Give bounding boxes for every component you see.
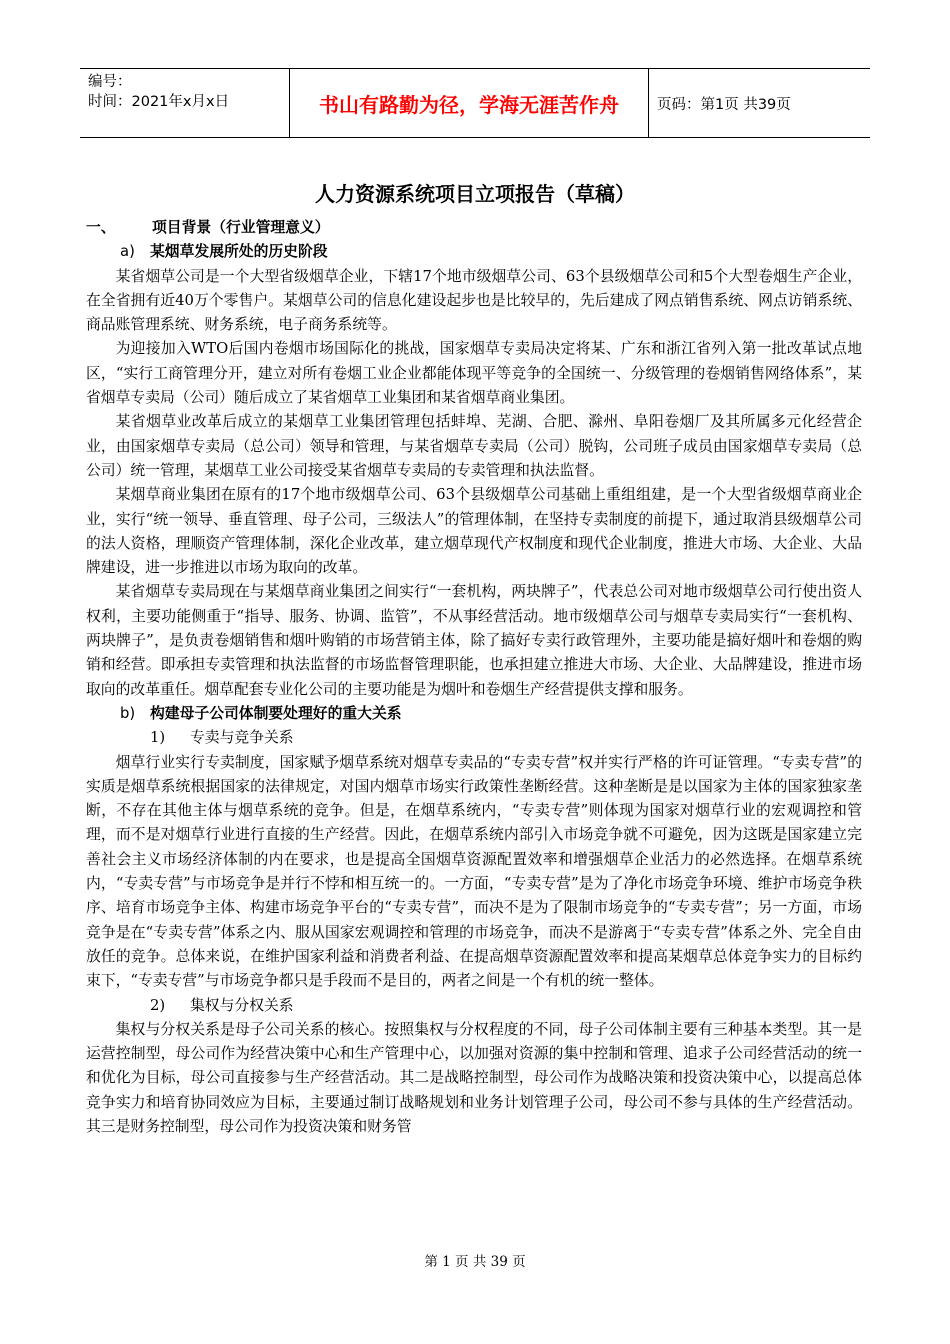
header-page-label: 页码：第1页 共39页 [657,96,791,113]
page-header [80,68,870,138]
page-footer: 第 1 页 共 39 页 [424,1254,526,1270]
header-motto: 书山有路勤为径，学海无涯苦作舟 [290,69,649,137]
header-meta [80,69,290,137]
paragraph: 某省烟草专卖局现在与某烟草商业集团之间实行“一套机构，两块牌子”，代表总公司对地市级烟草公司行使出资人权利，主要功能侧重于“指导、服务、协调、监管”，不从事经营活动。地市级烟草公司与烟草专卖局实行“一套机构、两块牌子”，是负责卷烟销售和烟叶购销的市场营销主体，除了搞好专卖行政管理外，主要功能是搞好烟叶和卷烟的购销和经营。即承担专卖管理和执法监督的市场监督管理职能，也承担建立推进大市场、大企业、大品牌建设，推进市场取向的改革重任。烟草配套专业化公司的主要功能是为烟叶和卷烟生产经营提供支撑和服务。 [86,583,862,698]
paragraph: 某省烟草业改革后成立的某烟草工业集团管理包括蚌埠、芜湖、合肥、滁州、阜阳卷烟厂及其所属多元化经营企业，由国家烟草专卖局（总公司）领导和管理，与某省烟草专卖局（公司）脱钩，公司班子成员由国家烟草专卖局（总公司）统一管理，某烟草工业公司接受某省烟草专卖局的专卖管理和执法监督。 [86,413,862,479]
subsection-heading-a [86,240,862,264]
subsection-number: a) [120,243,135,261]
item-number: 2) [150,996,166,1014]
paragraph: 某烟草商业集团在原有的17个地市级烟草公司、63个县级烟草公司基础上重组组建，是一个大型省级烟草商业企业，实行“统一领导、垂直管理、母子公司，三级法人”的管理体制，在坚持专卖制度的前提下，通过取消县级烟草公司的法人资格，理顺资产管理体制，深化企业改革，建立烟草现代产权制度和现代企业制度，推进大市场、大企业、大品牌建设，进一步推进以市场为取向的改革。 [86,486,862,577]
document-body [86,216,862,1139]
subsection-title: 某烟草发展所处的历史阶段 [150,243,328,261]
paragraph: 集权与分权关系是母子公司关系的核心。按照集权与分权程度的不同，母子公司体制主要有三种基本类型。其一是运营控制型，母公司作为经营决策中心和生产管理中心，以加强对资源的集中控制和管理、追求子公司经营活动的统一和优化为目标，母公司直接参与生产经营活动。其二是战略控制型，母公司作为战略决策和投资决策中心，以提高总体竞争实力和培育协同效应为目标，主要通过制订战略规划和业务计划管理子公司，母公司不参与具体的生产经营活动。其三是财务控制型，母公司作为投资决策和财务管 [86,1020,862,1135]
item-title: 集权与分权关系 [190,996,294,1014]
subsection-title: 构建母子公司体制要处理好的重大关系 [150,704,402,722]
item-title: 专卖与竞争关系 [190,729,294,747]
paragraph: 某省烟草公司是一个大型省级烟草企业，下辖17个地市级烟草公司、63个县级烟草公司和5个大型卷烟生产企业，在全省拥有近40万个零售户。某烟草公司的信息化建设起步也是比较早的，先后建成了网点销售系统、网点访销系统、商品账管理系统、财务系统，电子商务系统等。 [86,267,862,334]
subsection-heading-b [86,702,862,726]
paragraph: 烟草行业实行专卖制度，国家赋予烟草系统对烟草专卖品的“专卖专营”权并实行严格的许可证管理。“专卖专营”的实质是烟草系统根据国家的法律规定，对国内烟草市场实行政策性垄断经营。这种垄断是是以国家为主体的国家独家垄断，不存在其他主体与烟草系统的竞争。但是，在烟草系统内，“专卖专营”则体现为国家对烟草行业的宏观调控和管理，而不是对烟草行业进行直接的生产经营。因此，在烟草系统内部引入市场竞争就不可避免，因为这既是国家建立完善社会主义市场经济体制的内在要求，也是提高全国烟草资源配置效率和增强烟草企业活力的必然选择。在烟草系统内，“专卖专营”与市场竞争是并行不悖和相互统一的。一方面，“专卖专营”是为了净化市场竞争环境、维护市场竞争秩序、培育市场竞争主体、构建市场竞争平台的“专卖专营”，而决不是为了限制市场竞争的“专卖专营”；另一方面，市场竞争是在“专卖专营”体系之内、服从国家宏观调控和管理的市场竞争，而决不是游离于“专卖专营”体系之外、完全自由放任的竞争。总体来说，在维护国家利益和消费者利益、在提高烟草资源配置效率和提高某烟草总体竞争实力的目标约束下，“专卖专营”与市场竞争都只是手段而不是目的，两者之间是一个有机的统一整体。 [86,753,862,990]
document-title: 人力资源系统项目立项报告（草稿） [315,182,635,206]
item-heading-1 [86,726,862,750]
section-number: 一、 [86,219,116,236]
subsection-number: b) [120,704,136,722]
section-heading [86,216,862,240]
item-heading-2 [86,994,862,1018]
item-number: 1) [150,729,166,747]
document-number-label: 编号： [88,74,132,90]
paragraph: 为迎接加入WTO后国内卷烟市场国际化的挑战，国家烟草专卖局决定将某、广东和浙江省列入第一批改革试点地区，“实行工商管理分开，建立对所有卷烟工业企业都能体现平等竞争的全国统一、分级管理的卷烟销售网络体系”，某省烟草专卖局（公司）随后成立了某省烟草工业集团和某省烟草商业集团。 [86,340,862,407]
document-time-label: 时间：2021年x月x日 [88,94,230,110]
section-title: 项目背景（行业管理意义） [152,219,330,236]
